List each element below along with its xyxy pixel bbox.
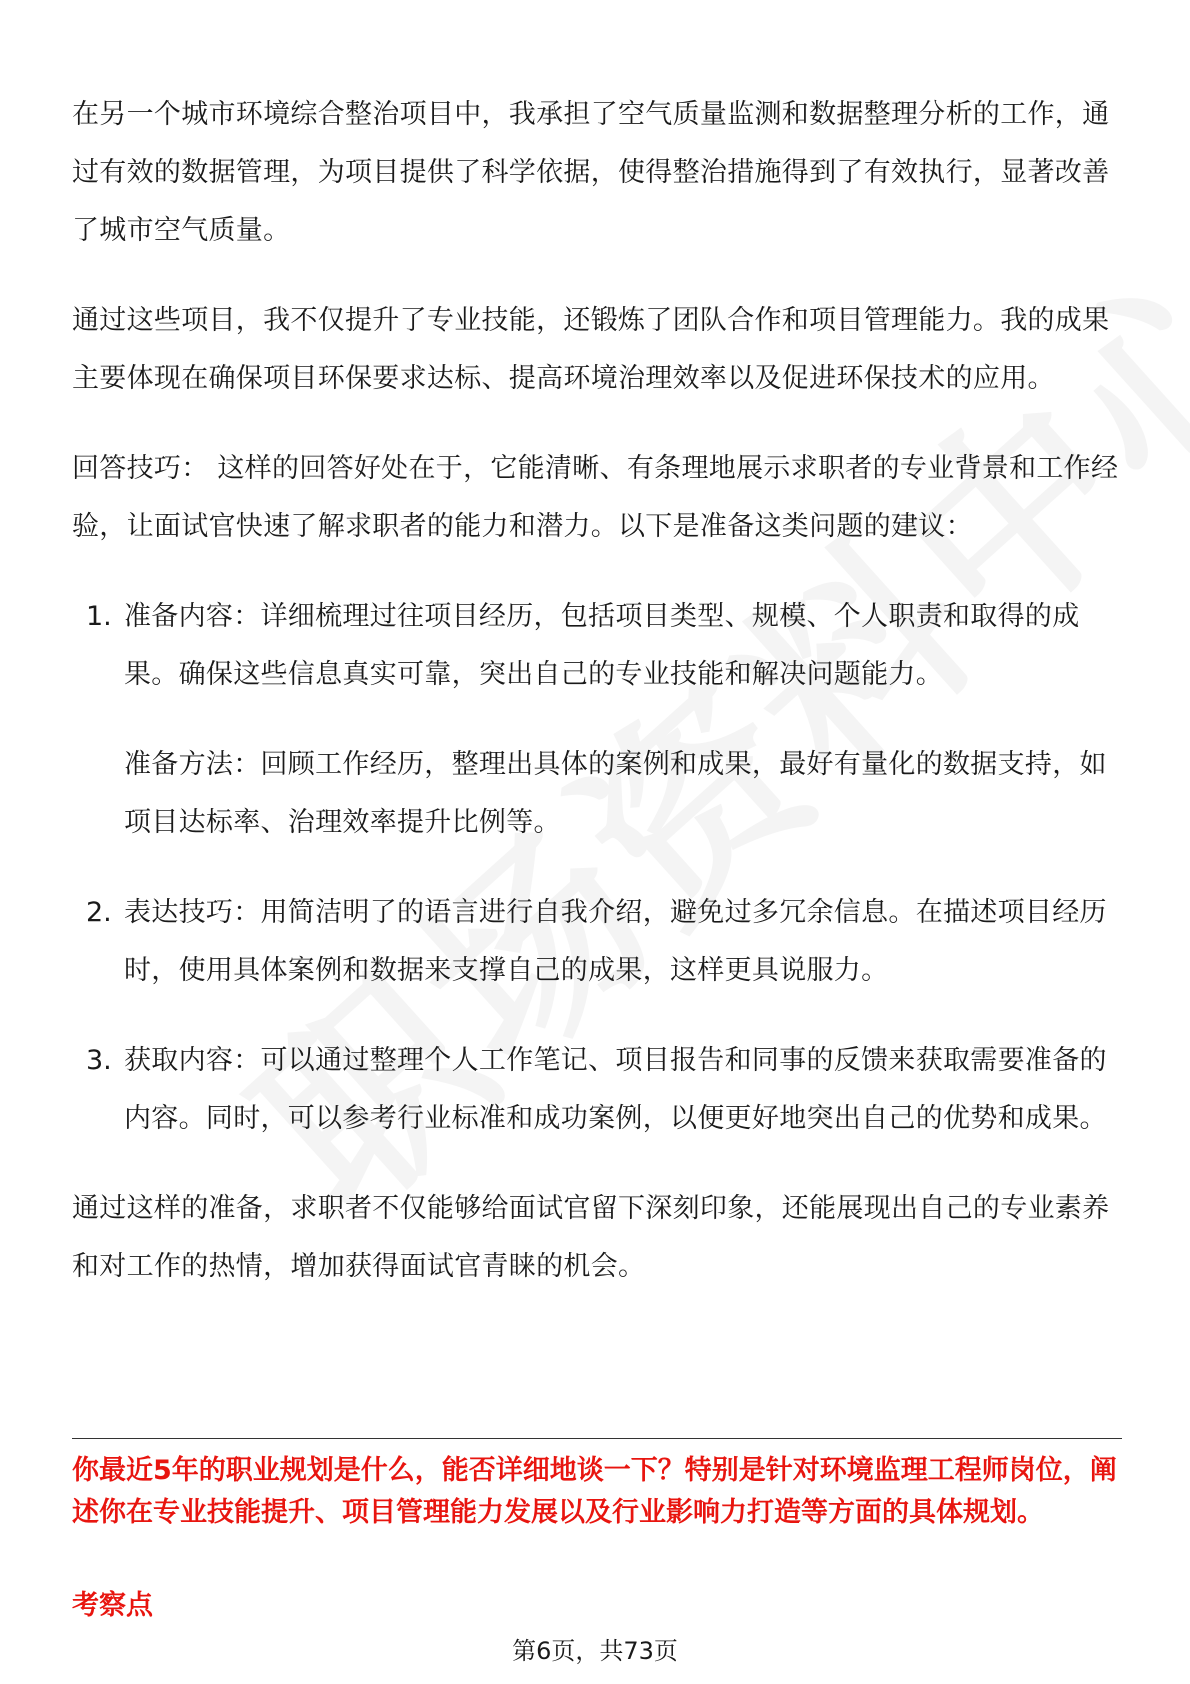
list-item [72, 1032, 1122, 1148]
list-item-text: 获取内容：可以通过整理个人工作笔记、项目报告和同事的反馈来获取需要准备的内容。同时，可以参考行业标准和成功案例，以便更好地突出自己的优势和成果。 [124, 1045, 1107, 1134]
list-item-text: 表达技巧：用简洁明了的语言进行自我介绍，避免过多冗余信息。在描述项目经历时，使用具体案例和数据来支撑自己的成果，这样更具说服力。 [124, 897, 1107, 986]
document-body [72, 86, 1122, 1328]
paragraph-conclusion: 通过这样的准备，求职者不仅能够给面试官留下深刻印象，还能展现出自己的专业素养和对工作的热情，增加获得面试官青睐的机会。 [72, 1193, 1110, 1282]
list-item [72, 588, 1122, 852]
section-divider [72, 1438, 1122, 1439]
paragraph-project-experience: 在另一个城市环境综合整治项目中，我承担了空气质量监测和数据整理分析的工作，通过有效的数据管理，为项目提供了科学依据，使得整治措施得到了有效执行，显著改善了城市空气质量。 [72, 99, 1110, 246]
list-number: 2. [86, 897, 112, 928]
paragraph-achievements: 通过这些项目，我不仅提升了专业技能，还锻炼了团队合作和项目管理能力。我的成果主要体现在确保项目环保要求达标、提高环境治理效率以及促进环保技术的应用。 [72, 305, 1110, 394]
list-item [72, 884, 1122, 1000]
paragraph-answer-tips: 回答技巧： 这样的回答好处在于，它能清晰、有条理地展示求职者的专业背景和工作经验，让面试官快速了解求职者的能力和潜力。以下是准备这类问题的建议： [72, 453, 1119, 542]
interview-question: 你最近5年的职业规划是什么，能否详细地谈一下？特别是针对环境监理工程师岗位，阐述你在专业技能提升、项目管理能力发展以及行业影响力打造等方面的具体规划。 [72, 1455, 1117, 1528]
page-number: 第6页，共73页 [512, 1637, 678, 1665]
list-number: 1. [86, 601, 112, 632]
section-heading: 考察点 [72, 1590, 153, 1621]
list-item-subtext: 准备方法：回顾工作经历，整理出具体的案例和成果，最好有量化的数据支持，如项目达标率、治理效率提升比例等。 [124, 749, 1107, 838]
list-number: 3. [86, 1045, 112, 1076]
advice-list [72, 588, 1122, 1148]
list-item-text: 准备内容：详细梳理过往项目经历，包括项目类型、规模、个人职责和取得的成果。确保这些信息真实可靠，突出自己的专业技能和解决问题能力。 [124, 601, 1080, 690]
